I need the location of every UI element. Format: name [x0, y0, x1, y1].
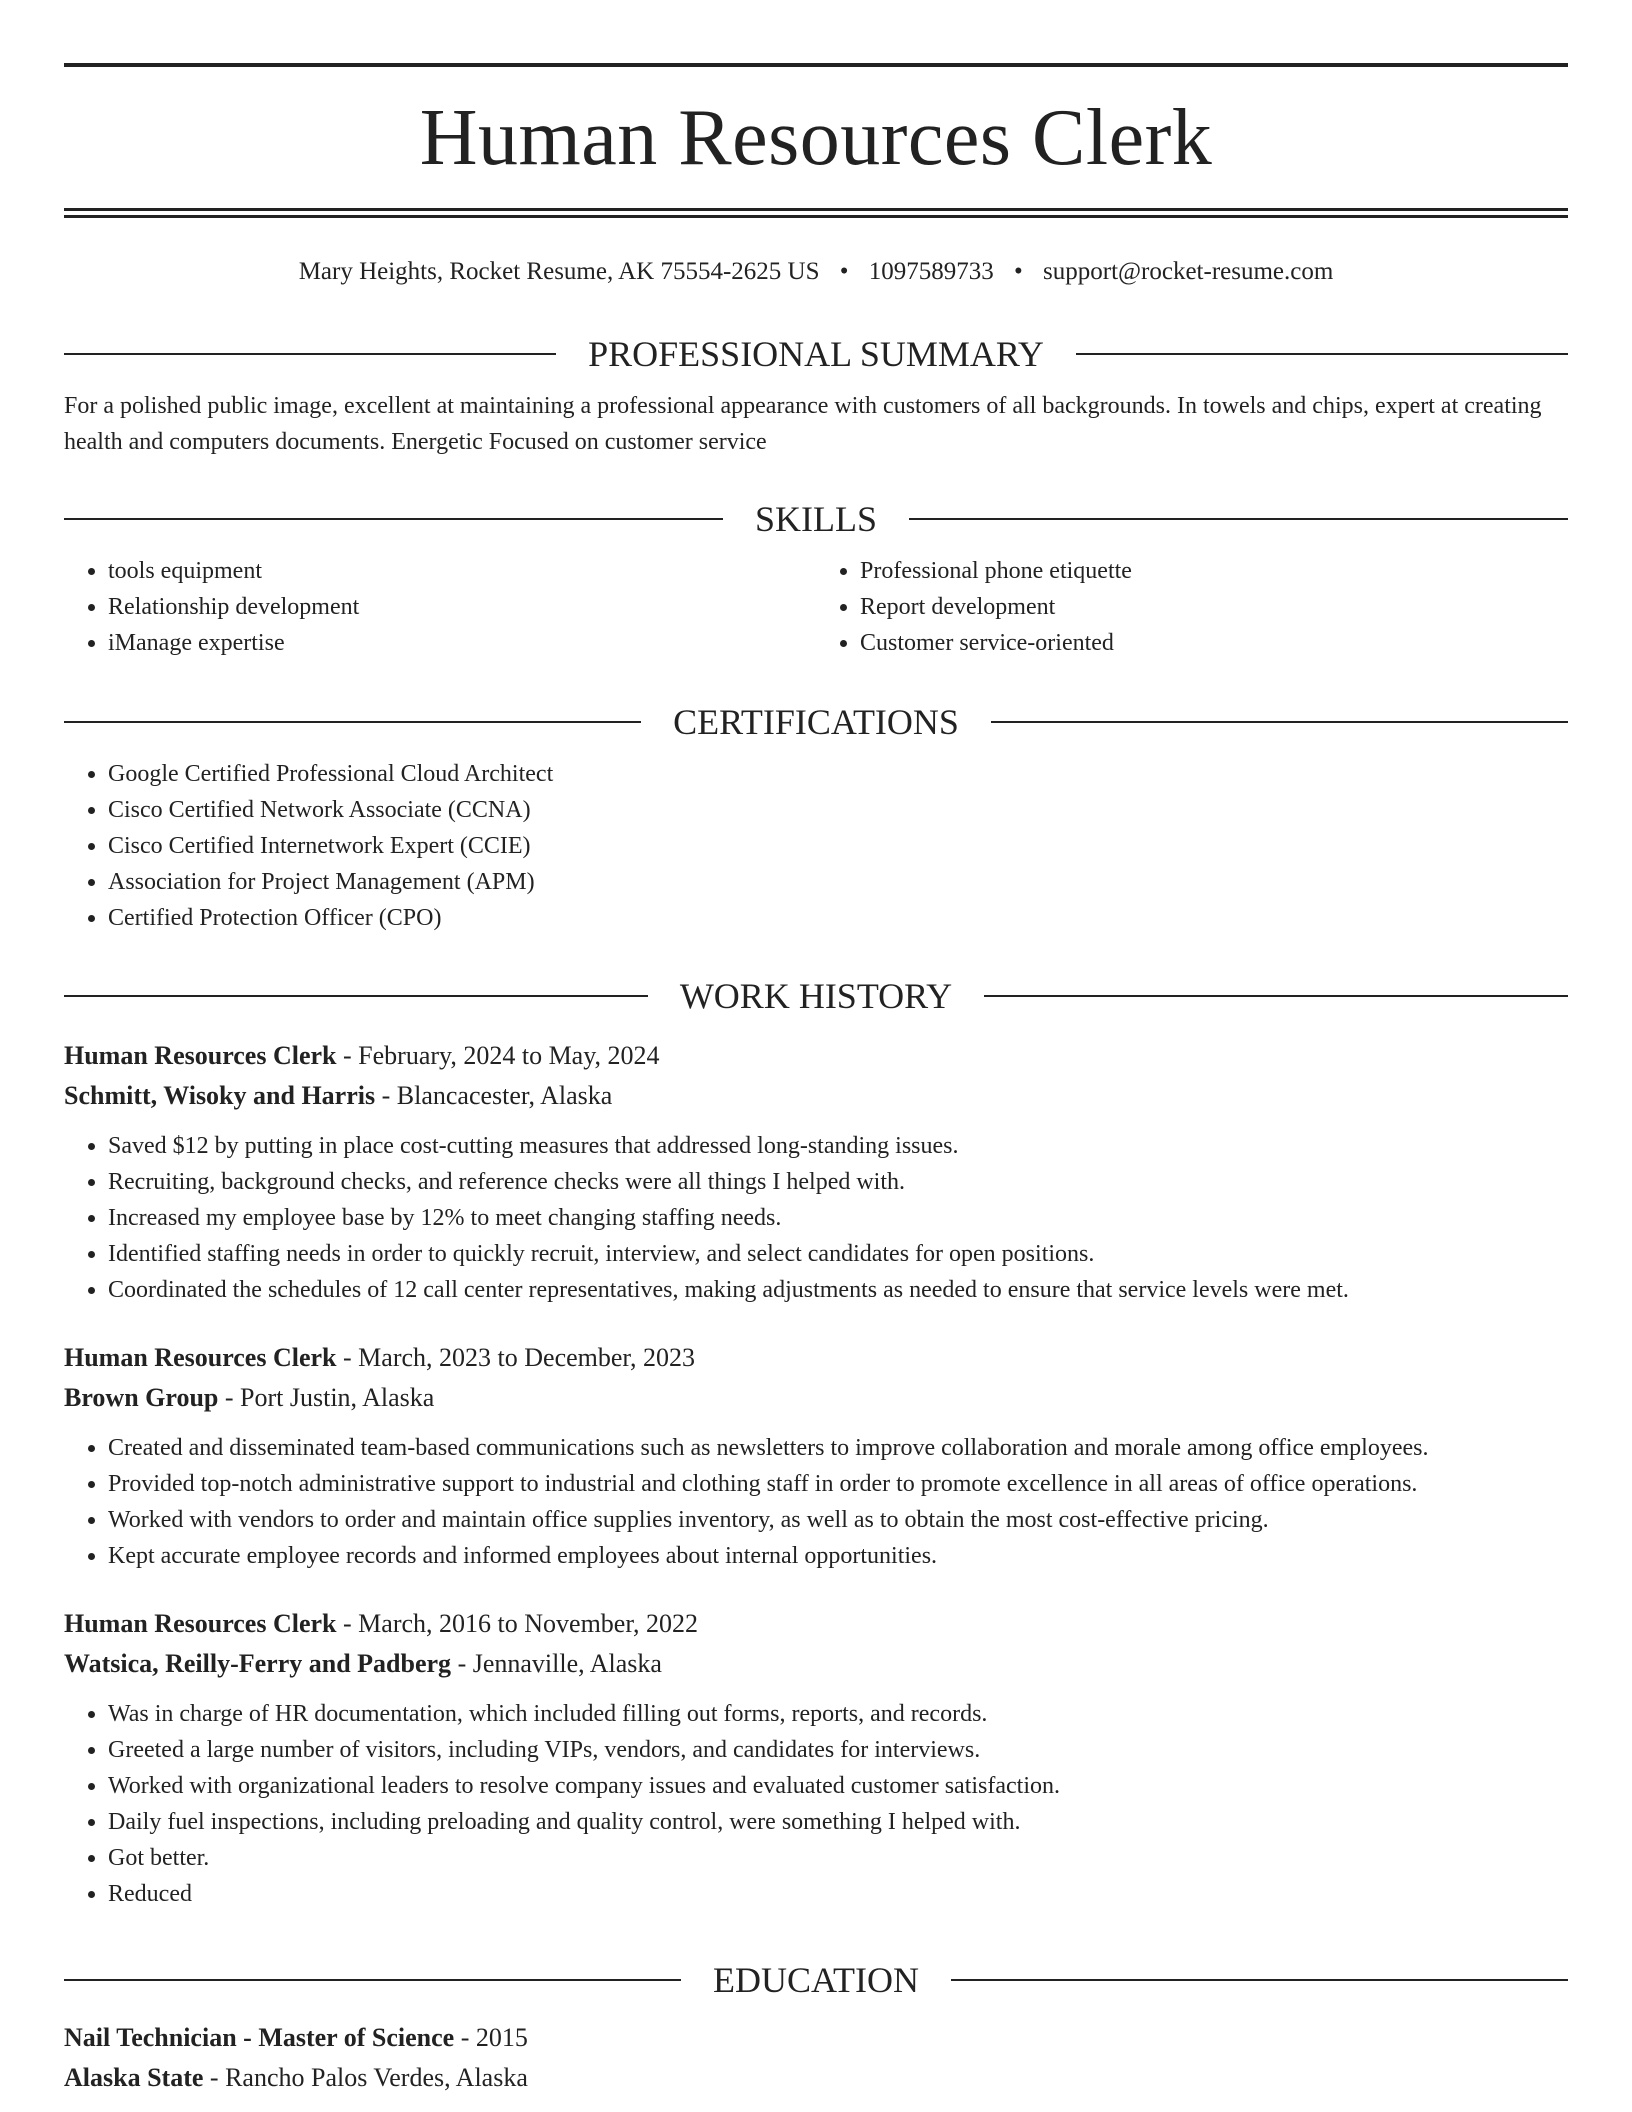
education-school: Alaska State — [64, 2063, 204, 2092]
job-company: Watsica, Reilly-Ferry and Padberg — [64, 1649, 452, 1678]
job-role: Human Resources Clerk — [64, 1041, 337, 1070]
certification-item: • Google Certified Professional Cloud Architect — [108, 756, 1568, 792]
work-history-section — [64, 974, 1568, 1912]
contact-separator: • — [839, 258, 849, 285]
job-bullet: • Reduced — [108, 1876, 1568, 1912]
contact-line — [64, 256, 1568, 288]
contact-phone: 1097589733 — [868, 258, 994, 285]
job-location: - Jennaville, Alaska — [451, 1649, 662, 1678]
skills-columns — [64, 553, 1568, 661]
job-bullet: • Worked with vendors to order and maintain office supplies inventory, as well as to obtain the most cost-effective pricing. — [108, 1502, 1568, 1538]
job-location: - Port Justin, Alaska — [218, 1383, 435, 1412]
job-bullets — [64, 1430, 1568, 1574]
section-heading — [64, 332, 1568, 376]
job-dates: - March, 2016 to November, 2022 — [336, 1609, 698, 1638]
job-bullet: • Saved $12 by putting in place cost-cutting measures that addressed long-standing issues. — [108, 1128, 1568, 1164]
job-bullet: • Worked with organizational leaders to resolve company issues and evaluated customer satisfaction. — [108, 1768, 1568, 1804]
heading-rule — [1076, 353, 1568, 355]
job-role: Human Resources Clerk — [64, 1343, 337, 1372]
certifications-heading: CERTIFICATIONS — [673, 702, 959, 742]
job-location: - Blancacester, Alaska — [375, 1081, 613, 1110]
work-history-heading: WORK HISTORY — [679, 976, 953, 1016]
heading-rule — [64, 353, 556, 355]
section-heading — [64, 1958, 1568, 2002]
education-year: - 2015 — [454, 2023, 528, 2052]
heading-rule — [64, 995, 648, 997]
education-degree-line — [64, 2018, 1568, 2058]
job-bullet: • Increased my employee base by 12% to meet changing staffing needs. — [108, 1200, 1568, 1236]
education-location: - Rancho Palos Verdes, Alaska — [203, 2063, 528, 2092]
job-company: Brown Group — [64, 1383, 219, 1412]
double-rule — [64, 208, 1568, 218]
job-bullet: • Got better. — [108, 1840, 1568, 1876]
certification-item: • Association for Project Management (APM) — [108, 864, 1568, 900]
job-company-line — [64, 1076, 1568, 1116]
heading-rule — [991, 721, 1568, 723]
education-heading: EDUCATION — [713, 1960, 919, 2000]
job-entry — [64, 1604, 1568, 1912]
certifications-section — [64, 700, 1568, 936]
skill-item: • Report development — [860, 589, 1568, 625]
job-bullets — [64, 1696, 1568, 1912]
heading-rule — [64, 721, 641, 723]
heading-rule — [909, 518, 1568, 520]
education-section — [64, 1958, 1568, 2098]
summary-text: For a polished public image, excellent at maintaining a professional appearance with customers of all backgrounds. In towels and chips, expert at creating health and computers documents. Energetic Focused on customer service — [64, 393, 1542, 455]
job-title-line — [64, 1338, 1568, 1378]
education-school-line — [64, 2058, 1568, 2098]
skills-right-list — [816, 553, 1568, 661]
heading-rule — [64, 1979, 681, 1981]
job-company-line — [64, 1378, 1568, 1418]
job-bullet: • Provided top-notch administrative support to industrial and clothing staff in order to promote excellence in all areas of office operations. — [108, 1466, 1568, 1502]
job-company-line — [64, 1644, 1568, 1684]
heading-rule — [64, 518, 723, 520]
section-heading — [64, 497, 1568, 541]
top-rule — [64, 63, 1568, 67]
skill-item: • Customer service-oriented — [860, 625, 1568, 661]
resume-name: Human Resources Clerk — [419, 94, 1213, 182]
section-heading — [64, 974, 1568, 1018]
job-bullets — [64, 1128, 1568, 1308]
skills-left-list — [64, 553, 816, 661]
heading-rule — [951, 1979, 1568, 1981]
certification-item: • Cisco Certified Network Associate (CCNA) — [108, 792, 1568, 828]
summary-heading: PROFESSIONAL SUMMARY — [588, 334, 1044, 374]
skill-item: • iManage expertise — [108, 625, 816, 661]
job-bullet: • Kept accurate employee records and informed employees about internal opportunities. — [108, 1538, 1568, 1574]
skill-item: • tools equipment — [108, 553, 816, 589]
contact-address: Mary Heights, Rocket Resume, AK 75554-2625 US — [298, 258, 820, 285]
job-bullet: • Created and disseminated team-based communications such as newsletters to improve collaboration and morale among office employees. — [108, 1430, 1568, 1466]
skill-item: • Professional phone etiquette — [860, 553, 1568, 589]
job-entry — [64, 1338, 1568, 1574]
contact-separator: • — [1014, 258, 1023, 285]
heading-rule — [984, 995, 1568, 997]
education-entry — [64, 2018, 1568, 2098]
education-degree: Nail Technician - Master of Science — [64, 2023, 455, 2052]
certification-item: • Certified Protection Officer (CPO) — [108, 900, 1568, 936]
job-bullet: • Daily fuel inspections, including preloading and quality control, were something I helped with. — [108, 1804, 1568, 1840]
contact-email: support@rocket-resume.com — [1043, 258, 1334, 285]
job-bullet: • Identified staffing needs in order to quickly recruit, interview, and select candidates for open positions. — [108, 1236, 1568, 1272]
job-title-line — [64, 1036, 1568, 1076]
certification-item: • Cisco Certified Internetwork Expert (CCIE) — [108, 828, 1568, 864]
job-dates: - February, 2024 to May, 2024 — [336, 1041, 660, 1070]
skills-section — [64, 497, 1568, 661]
job-bullet: • Greeted a large number of visitors, including VIPs, vendors, and candidates for interviews. — [108, 1732, 1568, 1768]
job-bullet: • Was in charge of HR documentation, which included filling out forms, reports, and records. — [108, 1696, 1568, 1732]
job-dates: - March, 2023 to December, 2023 — [336, 1343, 696, 1372]
summary-section — [64, 332, 1568, 460]
section-heading — [64, 700, 1568, 744]
job-bullet: • Recruiting, background checks, and reference checks were all things I helped with. — [108, 1164, 1568, 1200]
job-title-line — [64, 1604, 1568, 1644]
certifications-list — [64, 756, 1568, 936]
skills-heading: SKILLS — [755, 499, 878, 539]
skill-item: • Relationship development — [108, 589, 816, 625]
job-role: Human Resources Clerk — [64, 1609, 337, 1638]
job-entry — [64, 1036, 1568, 1308]
job-company: Schmitt, Wisoky and Harris — [64, 1081, 376, 1110]
job-bullet: • Coordinated the schedules of 12 call center representatives, making adjustments as needed to ensure that service levels were met. — [108, 1272, 1568, 1308]
